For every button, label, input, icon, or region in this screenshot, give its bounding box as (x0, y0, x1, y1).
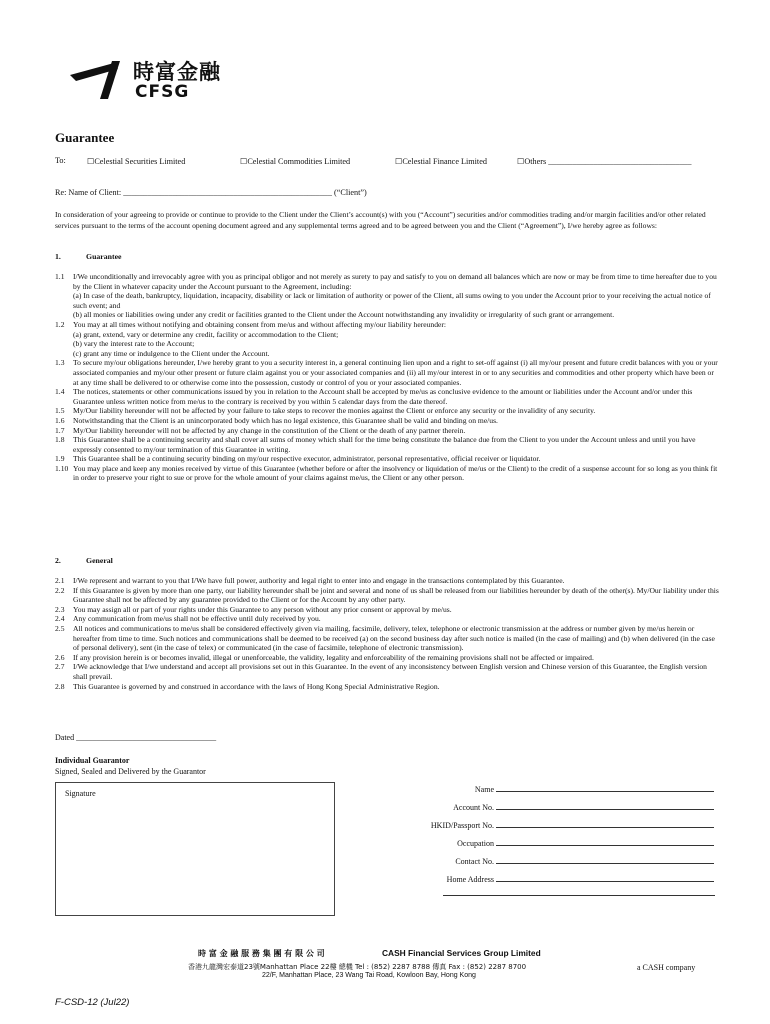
option-securities-checkbox[interactable]: ☐Celestial Securities Limited (87, 157, 186, 166)
field-home-address[interactable] (447, 873, 714, 884)
clause-number: 2.8 (55, 681, 65, 691)
option-commodities-checkbox[interactable]: ☐Celestial Commodities Limited (240, 157, 351, 166)
clause-1-2 (55, 320, 720, 330)
clause-1-5 (55, 406, 720, 416)
field-line[interactable] (496, 855, 714, 864)
to-label: To: (55, 156, 66, 165)
clause-text: Any communication from me/us shall not be effective until duly received by you. (73, 614, 321, 624)
field-line[interactable] (496, 801, 714, 810)
form-code: F-CSD-12 (Jul22) (55, 997, 130, 1008)
clause-text: The notices, statements or other communications issued by you in relation to the Account shall be accepted by me/us as conclusive evidence to the amount or liabilities under the Account and/or under this Guarantee unless written notice from me/us to the contrary is received by you within 5 calendar days from the date thereof. (73, 387, 693, 406)
clause-sub-2 (55, 310, 720, 320)
clause-number: 2.2 (55, 585, 65, 595)
client-name-line[interactable]: Re: Name of Client: ___________________________________________________ (“Client”) (55, 188, 367, 197)
field-label: Occupation (457, 839, 494, 848)
signature-box[interactable] (55, 782, 335, 916)
clause-number: 1.10 (55, 463, 69, 473)
clause-2-7 (55, 662, 720, 681)
clause-text: My/Our liability hereunder will not be affected by any change in the constitution of the Client or the death of any partner therein. (73, 425, 466, 435)
field-line[interactable] (496, 783, 714, 792)
footer-address-en: 22/F, Manhattan Place, 23 Wang Tai Road, Kowloon Bay, Hong Kong (262, 972, 476, 979)
clause-number: 2.4 (55, 614, 65, 624)
clause-text: I/We acknowledge that I/we understand and accept all provisions set out in this Guarantee. In the event of any inconsistency between English version and Chinese version of this Guarantee, the English version shall prevail. (73, 662, 707, 681)
clause-1-10 (55, 464, 720, 483)
clause-1-3 (55, 358, 720, 387)
field-occupation[interactable] (457, 837, 714, 848)
clause-number: 2.5 (55, 623, 65, 633)
clause-2-2 (55, 586, 720, 605)
clause-number: 1.6 (55, 415, 65, 425)
clause-sub-4 (55, 330, 720, 340)
clause-text: (c) grant any time or indulgence to the Client under the Account. (73, 348, 270, 358)
field-label: Contact No. (455, 857, 494, 866)
section-2-heading: General (86, 556, 113, 565)
clause-text: You may place and keep any monies received by virtue of this Guarantee (whether before or after the insolvency or liquidation of me/us or the Client) to the credit of a suspense account for so long as you think fit in order to preserve your right to sue or prove for the whole amount of your claims against me/us, the Client or any other person. (73, 463, 718, 483)
clause-text: (a) In case of the death, bankruptcy, liquidation, incapacity, disability or lack or limitation of authority or power of the Client, all sums owing to you under the Account prior to your receiving the actual notice of such event; and (73, 291, 711, 310)
footer-company-cn: 時 富 金 融 服 務 集 團 有 限 公 司 (198, 949, 325, 958)
guarantor-subheading: Signed, Sealed and Delivered by the Guarantor (55, 767, 206, 776)
clause-number: 2.1 (55, 576, 65, 585)
clause-2-6 (55, 653, 720, 663)
clause-2-3 (55, 605, 720, 615)
brand-name-en: CFSG (135, 82, 190, 102)
clause-text: To secure my/our obligations hereunder, I/we hereby grant to you a security interest in, a general continuing lien upon and a right to set-off against (i) all my/our present and future credit balances with you or your associated companies and my/our other present or future claim against you or your associated companies and (ii) all my/our interest in or to any securities and commodities and other property which have been or at any time shall be delivered to or otherwise come into the possession, custody or control of you or your associated companies. (73, 358, 718, 387)
field-account-no[interactable] (453, 801, 714, 812)
clause-text: You may at all times without notifying and obtaining consent from me/us and without affecting my/our liability hereunder: (73, 319, 447, 329)
clause-text: (a) grant, extend, vary or determine any credit, facility or accommodation to the Client; (73, 329, 339, 339)
clause-1-6 (55, 416, 720, 426)
clause-sub-6 (55, 349, 720, 359)
option-finance-checkbox[interactable]: ☐Celestial Finance Limited (395, 157, 487, 166)
clause-number: 1.4 (55, 387, 65, 397)
section-2-clauses (55, 576, 720, 691)
clause-text: (b) all monies or liabilities owing under any credit or facilities granted to the Client under the Account notwithstanding any invalidity or irregularity of such grant or arrangement. (73, 310, 615, 320)
clause-text: (b) vary the interest rate to the Account; (73, 339, 195, 349)
clause-text: I/We unconditionally and irrevocably agree with you as principal obligor and not merely as surety to pay and satisfy to you on demand all balances which are now or may be from time to time hereafter due to you by the Client in whatever capacity under the Account pursuant to the Agreement, including: (73, 272, 717, 291)
guarantor-heading: Individual Guarantor (55, 756, 130, 765)
field-name[interactable] (475, 783, 714, 794)
clause-text: This Guarantee is governed by and construed in accordance with the laws of Hong Kong Special Administrative Region. (73, 681, 440, 691)
section-1-clauses (55, 272, 720, 483)
clause-text: If this Guarantee is given by more than one party, our liability hereunder shall be joint and several and none of us shall be released from our liabilities hereunder by death of the other(s). My/Our liability under this Guarantee shall not be affected by any guarantee provided to the Client or for the Account by any other party. (73, 585, 719, 605)
clause-2-8 (55, 682, 720, 692)
clause-number (55, 310, 73, 320)
clause-number: 1.7 (55, 425, 65, 435)
clause-1-9 (55, 454, 720, 464)
section-1-number: 1. (55, 252, 61, 261)
section-1-heading: Guarantee (86, 252, 122, 261)
clause-number: 2.3 (55, 604, 65, 614)
option-others-checkbox[interactable]: ☐Others ___________________________________ (517, 157, 692, 166)
field-label: HKID/Passport No. (430, 821, 494, 830)
clause-text: All notices and communications to me/us shall be considered effectively given via mailing, facsimile, delivery, telex, telephone or electronic transmission at the address or number given by me/us herein or hereafter from time to time. Such notices and communications shall be deemed to be received (a) on the second business day after such notice is mailed (in the case of mailing) and (b) when delivered (in the case of personal delivery), sent (in the case of telex) or communicated (in the case of facsimile, telephone of electronic transmission). (73, 623, 715, 653)
clause-1-1 (55, 272, 720, 291)
clause-text: My/Our liability hereunder will not be affected by your failure to take steps to recover the monies against the Client or enforce any security or the invalidity of any security. (73, 406, 596, 416)
clause-number: 1.2 (55, 319, 65, 329)
extra-address-line[interactable] (443, 895, 715, 896)
clause-number: 1.1 (55, 272, 65, 281)
clause-number: 1.9 (55, 454, 65, 464)
section-2-number: 2. (55, 556, 61, 565)
dated-line[interactable]: Dated ___________________________________ (55, 733, 217, 742)
clause-sub-5 (55, 339, 720, 349)
footer-address-cn: 香港九龍灣宏泰道23號Manhattan Place 22樓 總機 Tel : (852) 2287 8788 傳真 Fax : (852) 2287 8700 (188, 963, 527, 971)
page-title: Guarantee (55, 130, 115, 145)
clause-number: 2.6 (55, 652, 65, 662)
field-line[interactable] (496, 837, 714, 846)
clause-text: Notwithstanding that the Client is an unincorporated body which has no legal existence, this Guarantee shall be valid and binding on me/us. (73, 415, 498, 425)
clause-sub-1 (55, 291, 720, 310)
field-line[interactable] (496, 819, 714, 828)
clause-2-5 (55, 624, 720, 653)
clause-2-1 (55, 576, 720, 586)
cash-company-logo: a CASH company (637, 963, 696, 972)
clause-text: You may assign all or part of your rights under this Guarantee to any person without any prior consent or approval by me/us. (73, 604, 452, 614)
clause-number: 1.3 (55, 358, 65, 368)
clause-2-4 (55, 614, 720, 624)
clause-text: This Guarantee shall be a continuing security and shall cover all sums of money which shall for the time being constitute the balance due from the Client to you under the Account unless and until you have expressly consented to my/our termination of this Guarantee in writing. (73, 435, 696, 454)
clause-number: 1.8 (55, 435, 65, 445)
to-row (55, 156, 720, 168)
clause-1-8 (55, 435, 720, 454)
clause-number (55, 291, 73, 310)
footer-company-en: CASH Financial Services Group Limited (382, 948, 541, 958)
field-contact-no[interactable] (455, 855, 714, 866)
clause-number (55, 339, 73, 349)
clause-text: This Guarantee shall be a continuing security binding on my/our respective executor, administrator, personal representative, official receiver or liquidator. (73, 454, 541, 464)
clause-text: I/We represent and warrant to you that I/We have full power, authority and legal right to enter into and engage in the transactions contemplated by this Guarantee. (73, 576, 565, 585)
intro-paragraph: In consideration of your agreeing to provide or continue to provide to the Client under the Client’s account(s) with you (“Account”) securities and/or commodities trading and/or margin facilities and/or other related services pursuant to the terms of the account opening document agreed and any supplemental terms agreed and to be agreed between you and the Client (“Agreement”), I/we hereby agree as follows: (55, 210, 706, 230)
clause-number (55, 349, 73, 359)
clause-1-4 (55, 387, 720, 406)
field-label: Account No. (453, 803, 494, 812)
clause-number: 1.5 (55, 406, 65, 416)
clause-number: 2.7 (55, 662, 65, 672)
clause-text: If any provision herein is or becomes invalid, illegal or unenforceable, the validity, legality and enforceability of the remaining provisions shall not be affected or impaired. (73, 652, 594, 662)
field-line[interactable] (496, 873, 714, 882)
signature-label: Signature (65, 789, 96, 798)
clause-1-7 (55, 426, 720, 436)
field-label: Name (474, 785, 494, 794)
field-label: Home Address (446, 875, 494, 884)
brand-name-cn: 時富金融 (133, 60, 221, 84)
clause-number (55, 330, 73, 340)
field-hkid-passport-no[interactable] (431, 819, 714, 830)
